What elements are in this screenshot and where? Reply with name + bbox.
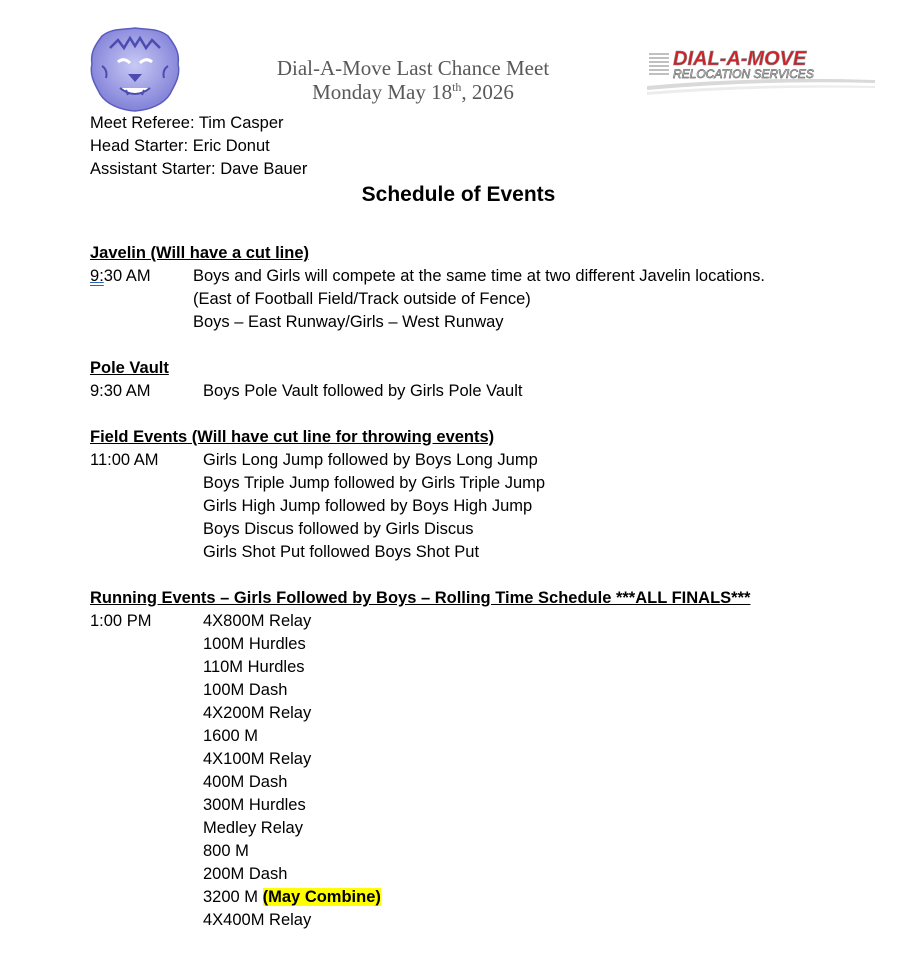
field-events-time: 11:00 AM [90,451,159,469]
field-event-line: Boys Triple Jump followed by Girls Triple Jump [203,474,546,492]
brand-tagline: RELOCATION SERVICES [673,67,814,81]
meet-title: Dial-A-Move Last Chance Meet [276,56,550,80]
running-event: 100M Dash [203,681,288,699]
running-event: 100M Hurdles [203,635,306,653]
running-events-time: 1:00 PM [90,612,152,630]
may-combine-note: (May Combine) [262,888,381,906]
field-event-line: Boys Discus followed by Girls Discus [203,520,474,538]
javelin-line: (East of Football Field/Track outside of Fence) [193,290,531,308]
running-event: 1600 M [203,727,259,745]
head-starter: Head Starter: Eric Donut [90,137,270,155]
javelin-heading: Javelin (Will have a cut line) [90,244,310,262]
running-event: 110M Hurdles [203,658,305,676]
pole-vault-heading: Pole Vault [90,359,169,377]
javelin-line: Boys and Girls will compete at the same time at two different Javelin locations. [193,267,765,285]
running-event: 3200 M (May Combine) [203,888,381,906]
meet-date: Monday May 18th, 2026 [312,80,514,104]
field-events-heading: Field Events (Will have cut line for throwing events) [90,428,495,446]
running-event: 200M Dash [203,865,288,883]
running-event: 4X200M Relay [203,704,312,722]
field-event-line: Girls Shot Put followed Boys Shot Put [203,543,480,561]
running-event: 400M Dash [203,773,288,791]
brand-name: DIAL-A-MOVE [673,48,807,70]
schedule-title: Schedule of Events [361,183,556,206]
lion-head-icon [88,26,182,112]
running-event: 4X800M Relay [203,612,312,630]
field-event-line: Girls Long Jump followed by Boys Long Jump [203,451,538,469]
running-events-heading: Running Events – Girls Followed by Boys – Rolling Time Schedule ***ALL FINALS*** [90,589,751,607]
assistant-starter: Assistant Starter: Dave Bauer [90,160,308,178]
dial-a-move-logo [645,46,877,102]
meet-referee: Meet Referee: Tim Casper [90,114,284,132]
pole-vault-line: Boys Pole Vault followed by Girls Pole Vault [203,382,523,400]
javelin-line: Boys – East Runway/Girls – West Runway [193,313,504,331]
running-event: 800 M [203,842,249,860]
pole-vault-time: 9:30 AM [90,382,151,400]
javelin-time: 9:30 AM [90,267,151,285]
running-event: 4X400M Relay [203,911,312,929]
running-event: 300M Hurdles [203,796,306,814]
running-event: 4X100M Relay [203,750,312,768]
running-event: Medley Relay [203,819,303,837]
field-event-line: Girls High Jump followed by Boys High Jump [203,497,533,515]
